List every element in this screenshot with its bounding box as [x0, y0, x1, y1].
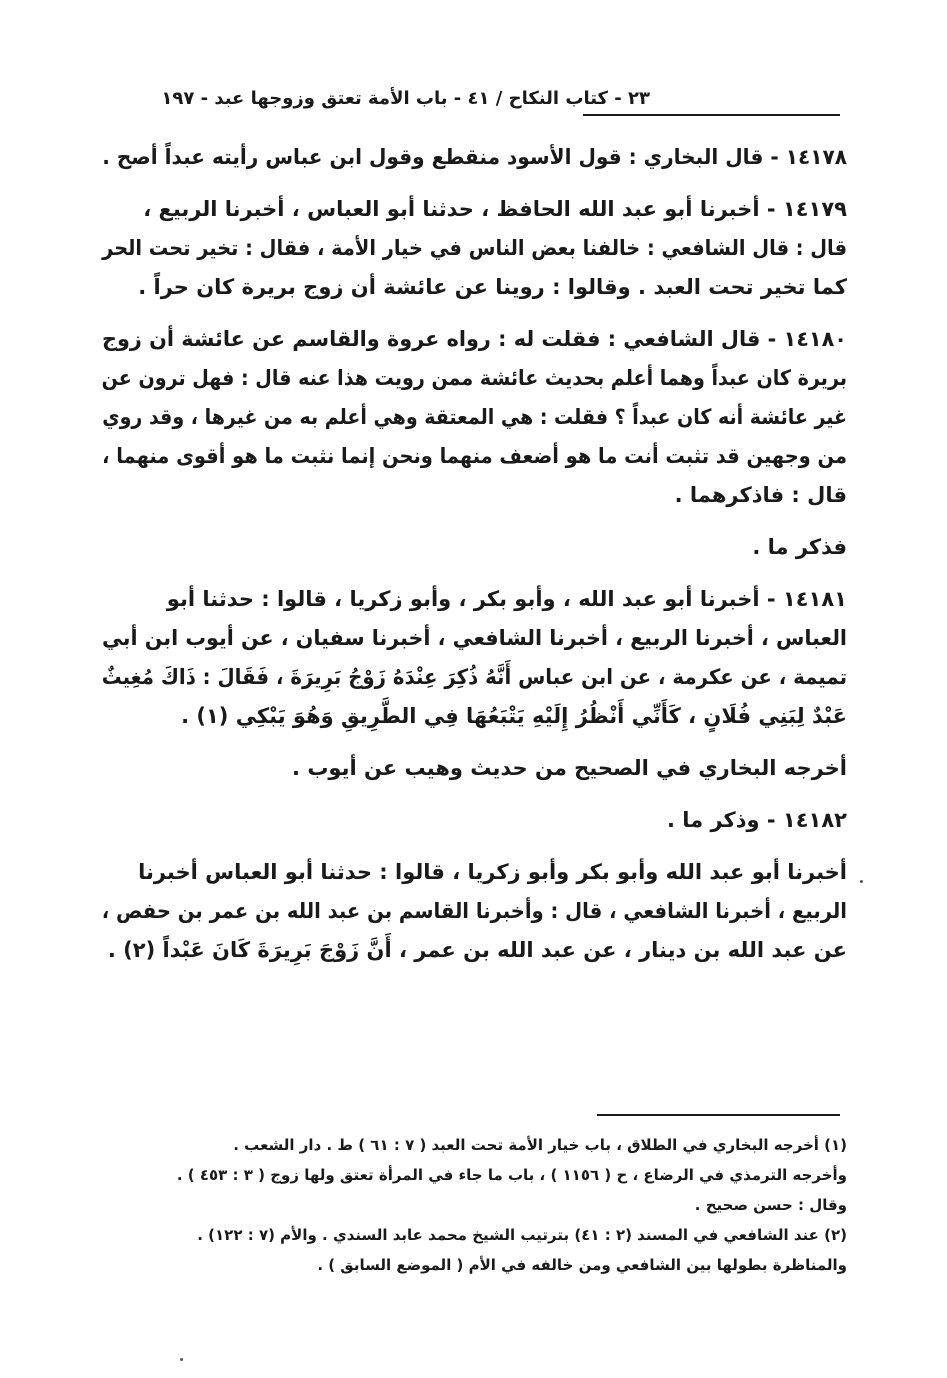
text-line: كما تخير تحت العبد . وقالوا : روينا عن عائشة أن زوج بريرة كان حراً .: [138, 275, 847, 299]
paragraph-dhakar: [102, 528, 847, 567]
footnote-line: وقال : حسن صحيح .: [694, 1196, 847, 1214]
text-line: قال : قال الشافعي : خالفنا بعض الناس في خيار الأمة ، فقال : تخير تحت الحر: [102, 236, 847, 260]
text-line: من وجهين قد تثبت أنت ما هو أضعف منهما ونحن إنما نثبت ما هو أقوى منهما ،: [102, 444, 847, 468]
text-line: ١٤١٨٠ - قال الشافعي : فقلت له : رواه عروة والقاسم عن عائشة أن زوج: [101, 327, 847, 351]
text-line: قال : فاذكرهما .: [674, 483, 847, 507]
main-text: [102, 138, 847, 983]
text-line: ١٤١٧٩ - أخبرنا أبو عبد الله الحافظ ، حدثنا أبو العباس ، أخبرنا الربيع ،: [143, 197, 847, 221]
text-line: عن عبد الله بن دينار ، عن عبد الله بن عمر ، أَنَّ زَوْجَ بَرِيرَةَ كَانَ عَبْداً (٢) .: [107, 938, 847, 962]
text-line: فذكر ما .: [752, 535, 847, 559]
text-line: غير عائشة أنه كان عبداً ؟ فقلت : هي المعتقة وهي أعلم به من غيرها ، وقد روي: [102, 405, 847, 429]
text-line: ١٤١٧٨ - قال البخاري : قول الأسود منقطع وقول ابن عباس رأيته عبداً أصح .: [102, 145, 847, 169]
footnotes: [102, 1130, 847, 1280]
running-header-title: ٢٣ - كتاب النكاح / ٤١ - باب الأمة تعتق وزوجها عبد - ١٩٧: [161, 88, 650, 109]
text-line: تميمة ، عن عكرمة ، عن ابن عباس أَنَّهُ ذُكِرَ عِنْدَهُ زَوْجُ بَرِيرَةَ ، فَقَالَ : ذَاكَ مُغِيثٌ: [101, 665, 847, 689]
paragraph-14181: [102, 580, 847, 736]
running-header: [0, 84, 947, 120]
text-line: ١٤١٨١ - أخبرنا أبو عبد الله ، وأبو بكر ، وأبو زكريا ، قالوا : حدثنا أبو: [166, 587, 847, 611]
text-line: أخرجه البخاري في الصحيح من حديث وهيب عن أيوب .: [292, 756, 847, 780]
paragraph-14179: [102, 190, 847, 307]
paragraph-14180: [102, 320, 847, 515]
paragraph-14182: [102, 801, 847, 840]
text-line: بريرة كان عبداً وهما أعلم بحديث عائشة ممن رويت هذا عنه قال : فهل ترون عن: [101, 366, 847, 390]
header-rule: [583, 114, 840, 116]
paragraph-bukhari-note: [102, 749, 847, 788]
print-speck: [860, 880, 863, 883]
footnote-line: وأخرجه الترمذي في الرضاع ، ح ( ١١٥٦ ) ، باب ما جاء في المرأة تعتق ولها زوج ( ٣ : ٤٥٣ ) .: [176, 1166, 847, 1184]
text-line: أخبرنا أبو عبد الله وأبو بكر وأبو زكريا ، قالوا : حدثنا أبو العباس أخبرنا: [138, 860, 847, 884]
text-line: ١٤١٨٢ - وذكر ما .: [666, 808, 847, 832]
footnote-rule: [597, 1114, 840, 1116]
text-line: عَبْدٌ لِبَنِي فُلَانٍ ، كَأَنِّي أَنْظُرُ إِلَيْهِ يَتْبَعُهَا فِي الطَّرِيقِ وَهُوَ يَبْكِي (١) .: [181, 704, 847, 728]
paragraph-14178: [102, 138, 847, 177]
text-line: العباس ، أخبرنا الربيع ، أخبرنا الشافعي ، أخبرنا سفيان ، عن أيوب ابن أبي: [101, 626, 848, 650]
footnote-line: (١) أخرجه البخاري في الطلاق ، باب خيار الأمة تحت العبد ( ٧ : ٦١ ) ط . دار الشعب .: [233, 1136, 847, 1154]
footnote-line: (٢) عند الشافعي في المسند (٢ : ٤١) بترتيب الشيخ محمد عابد السندي . والأم (٧ : ١٢٢) .: [197, 1226, 847, 1244]
text-line: الربيع ، أخبرنا الشافعي ، قال : وأخبرنا القاسم بن عبد الله بن عمر بن حفص ،: [101, 899, 847, 923]
paragraph-isnad: [102, 853, 847, 970]
footnote-line: والمناظرة بطولها بين الشافعي ومن خالفه في الأم ( الموضع السابق ) .: [317, 1256, 847, 1274]
print-speck: [180, 1358, 183, 1361]
